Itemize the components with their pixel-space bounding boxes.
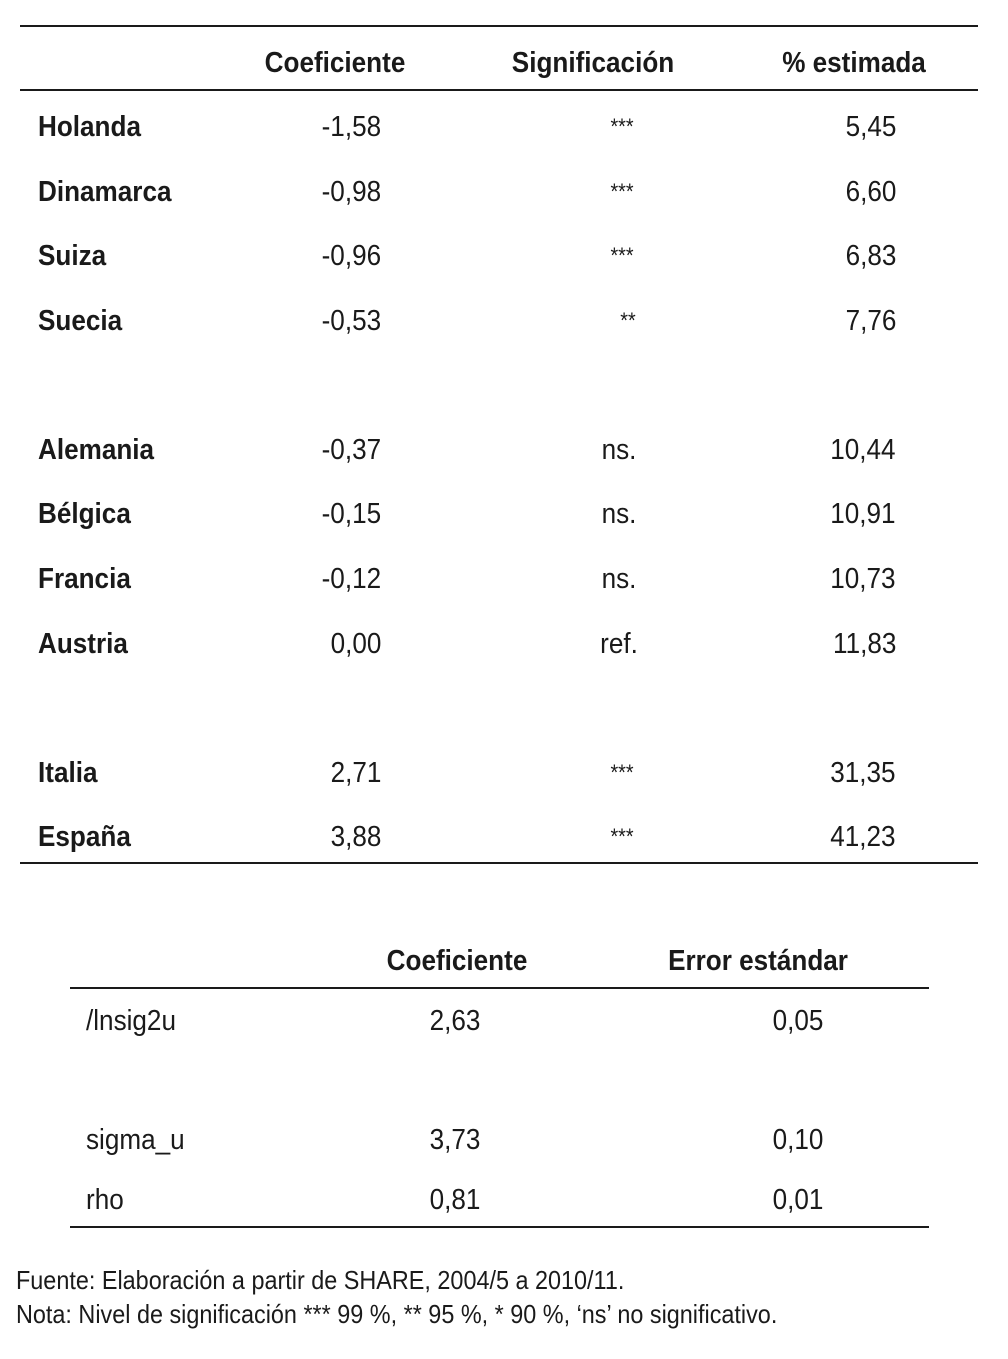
header-rule — [20, 89, 978, 91]
row-pct: 41,23 — [830, 821, 896, 853]
row-coef: -1,58 — [321, 111, 381, 143]
significance-note: Nota: Nivel de significación *** 99 %, ** 95 %, * 90 %, ‘ns’ no significativo. — [16, 1299, 778, 1329]
row-significance: ** — [620, 308, 636, 333]
row-coef: -0,96 — [321, 240, 381, 272]
row-country: Italia — [38, 757, 98, 789]
row-pct: 31,35 — [830, 757, 896, 789]
row-pct: 10,91 — [830, 498, 896, 530]
header-rule — [70, 987, 929, 989]
row-significance: ns. — [601, 498, 637, 530]
row-label: sigma_u — [86, 1124, 185, 1156]
row-se: 0,10 — [772, 1124, 823, 1156]
row-coef: -0,12 — [321, 563, 381, 595]
row-pct: 5,45 — [845, 111, 896, 143]
source-note: Fuente: Elaboración a partir de SHARE, 2004/5 a 2010/11. — [16, 1265, 625, 1295]
row-significance: *** — [610, 179, 634, 204]
column-header-coeficiente: Coeficiente — [386, 945, 528, 977]
row-country: España — [38, 821, 131, 853]
row-coef: -0,98 — [321, 176, 381, 208]
row-country: Holanda — [38, 111, 141, 143]
row-coef: -0,53 — [321, 305, 381, 337]
table-bottom-rule — [20, 862, 978, 864]
row-country: Suecia — [38, 305, 123, 337]
column-header-significacion: Significación — [511, 47, 675, 79]
row-significance: *** — [610, 824, 634, 849]
row-coef: 3,73 — [429, 1124, 480, 1156]
row-coef: 2,71 — [330, 757, 381, 789]
row-label: rho — [86, 1184, 124, 1216]
row-coef: 2,63 — [429, 1005, 480, 1037]
row-se: 0,01 — [772, 1184, 823, 1216]
row-country: Alemania — [38, 434, 155, 466]
table-bottom-rule — [70, 1226, 929, 1228]
row-significance: *** — [610, 114, 634, 139]
row-significance: ref. — [600, 628, 638, 660]
row-country: Francia — [38, 563, 131, 595]
row-country: Dinamarca — [38, 176, 172, 208]
row-country: Bélgica — [38, 498, 131, 530]
row-country: Suiza — [38, 240, 107, 272]
row-pct: 10,73 — [830, 563, 896, 595]
row-coef: 3,88 — [330, 821, 381, 853]
table-top-rule — [20, 25, 978, 27]
row-coef: 0,81 — [429, 1184, 480, 1216]
row-pct: 7,76 — [845, 305, 896, 337]
row-pct: 10,44 — [830, 434, 896, 466]
row-significance: ns. — [601, 434, 637, 466]
row-se: 0,05 — [772, 1005, 823, 1037]
column-header-pct-estimada: % estimada — [782, 47, 926, 79]
row-coef: -0,15 — [321, 498, 381, 530]
row-coef: 0,00 — [330, 628, 381, 660]
row-pct: 11,83 — [832, 628, 896, 660]
row-pct: 6,83 — [845, 240, 896, 272]
row-significance: *** — [610, 760, 634, 785]
column-header-error-estandar: Error estándar — [668, 945, 848, 977]
row-country: Austria — [38, 628, 128, 660]
row-coef: -0,37 — [321, 434, 381, 466]
row-pct: 6,60 — [845, 176, 896, 208]
column-header-coeficiente: Coeficiente — [264, 47, 406, 79]
row-significance: *** — [610, 243, 634, 268]
row-significance: ns. — [601, 563, 637, 595]
row-label: /lnsig2u — [86, 1005, 176, 1037]
